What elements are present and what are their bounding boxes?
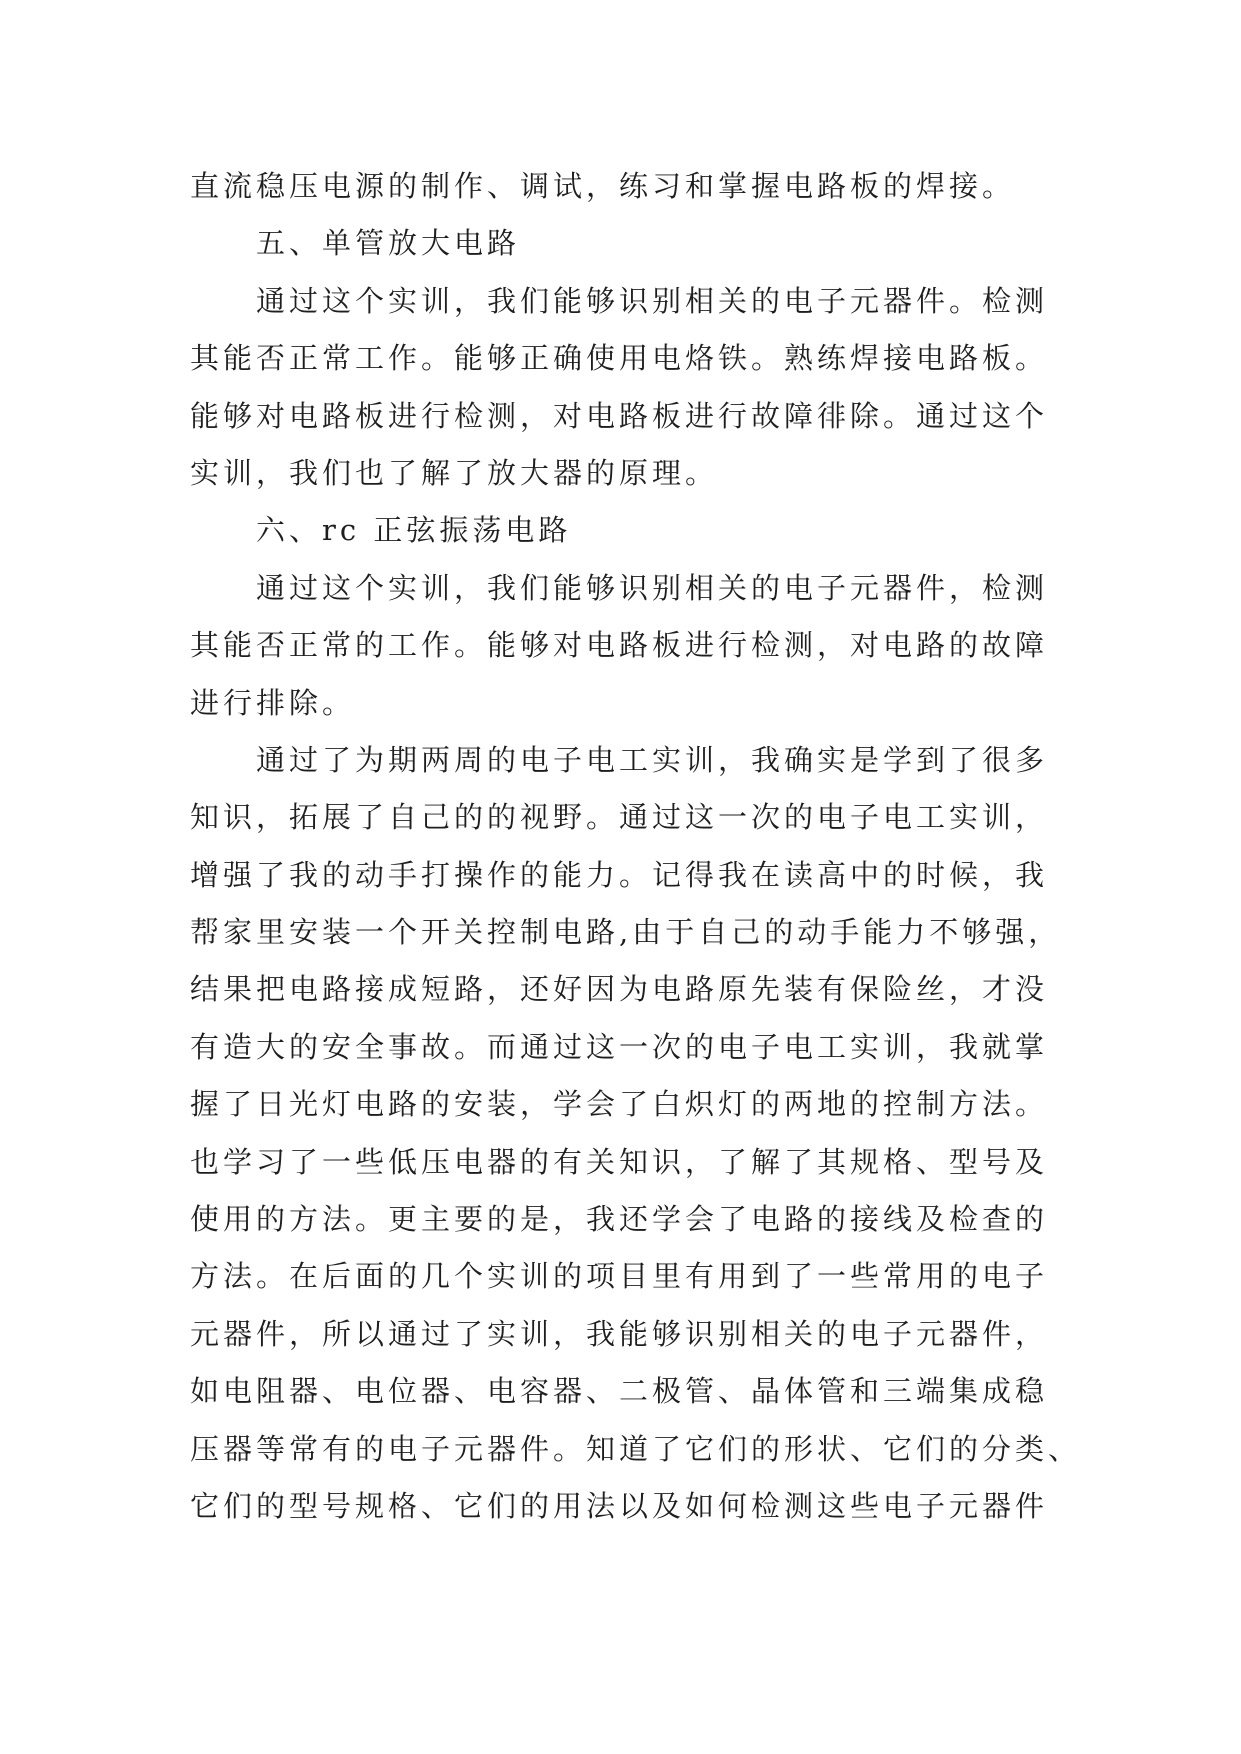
text-line: 握了日光灯电路的安装，学会了白炽灯的两地的控制方法。 xyxy=(190,1087,1049,1122)
text-line: 通过这个实训，我们能够识别相关的电子元器件。检测 xyxy=(256,283,1049,318)
text-line: 有造大的安全事故。而通过这一次的电子电工实训，我就掌 xyxy=(190,1029,1049,1064)
text-line: 帮家里安装一个开关控制电路,由于自己的动手能力不够强， xyxy=(190,915,1062,950)
text-line: 结果把电路接成短路，还好因为电路原先装有保险丝，才没 xyxy=(190,972,1049,1007)
text-line: 增强了我的动手打操作的能力。记得我在读高中的时候，我 xyxy=(190,857,1049,892)
text-line: 也学习了一些低压电器的有关知识，了解了其规格、型号及 xyxy=(190,1144,1049,1179)
section-6 xyxy=(190,502,1090,732)
text-line: 能够对电路板进行检测，对电路板进行故障徘除。通过这个 xyxy=(190,398,1049,433)
text-line: 它们的型号规格、它们的用法以及如何检测这些电子元器件 xyxy=(190,1488,1049,1523)
text-line: 使用的方法。更主要的是，我还学会了电路的接线及检查的 xyxy=(190,1202,1049,1237)
text-line: 方法。在后面的几个实训的项目里有用到了一些常用的电子 xyxy=(190,1259,1049,1294)
section-heading: 六、rc 正弦振荡电路 xyxy=(256,513,572,548)
text-line: 知识，拓展了自己的的视野。通过这一次的电子电工实训， xyxy=(190,800,1049,835)
text-line: 其能否正常工作。能够正确使用电烙铁。熟练焊接电路板。 xyxy=(190,341,1049,376)
text-line: 压器等常有的电子元器件。知道了它们的形状、它们的分类、 xyxy=(190,1431,1082,1466)
section-5 xyxy=(190,215,1090,502)
text-line: 进行排除。 xyxy=(190,685,356,720)
text-line: 直流稳压电源的制作、调试，练习和掌握电路板的焊接。 xyxy=(190,169,1016,203)
continued-paragraph xyxy=(190,158,1090,215)
text-line: 通过这个实训，我们能够识别相关的电子元器件，检测 xyxy=(256,570,1049,605)
summary-paragraph xyxy=(190,732,1090,1535)
text-line: 元器件，所以通过了实训，我能够识别相关的电子元器件， xyxy=(190,1316,1049,1351)
text-line: 其能否正常的工作。能够对电路板进行检测，对电路的故障 xyxy=(190,628,1049,663)
section-heading: 五、单管放大电路 xyxy=(256,226,521,261)
document-body xyxy=(190,158,1090,1535)
text-line: 通过了为期两周的电子电工实训，我确实是学到了很多 xyxy=(256,742,1049,777)
text-line: 如电阻器、电位器、电容器、二极管、晶体管和三端集成稳 xyxy=(190,1374,1049,1409)
text-line: 实训，我们也了解了放大器的原理。 xyxy=(190,455,719,490)
